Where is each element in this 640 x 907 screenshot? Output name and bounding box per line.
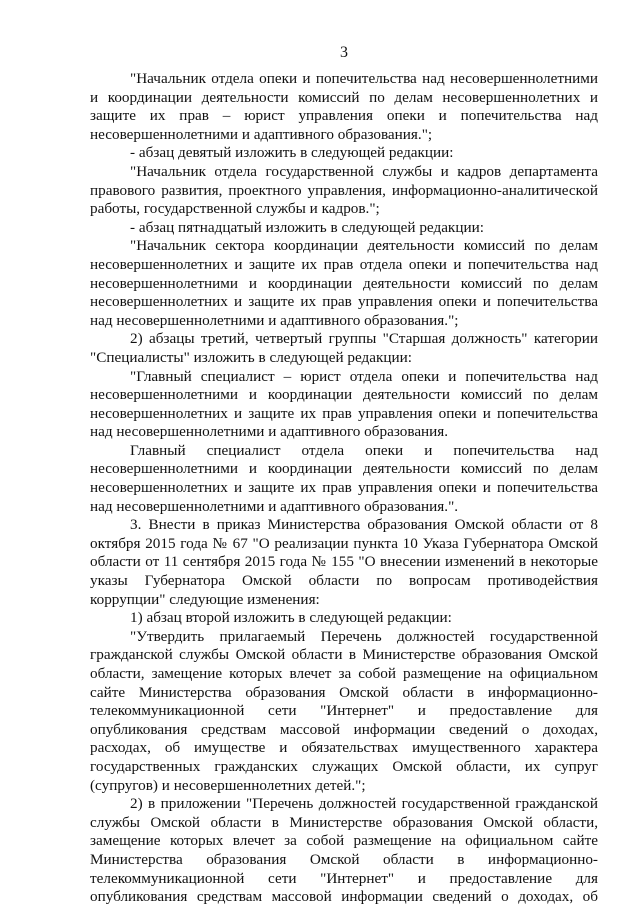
paragraph: "Начальник сектора координации деятельности комиссий по делам несовершеннолетних и защите их прав отдела опеки и попечительства над несовершеннолетними и координации деятельности комиссий по делам несовершеннолетних и защите их прав управления опеки и попечительства над несовершеннолетними и адаптивного образования."; [90, 237, 598, 329]
paragraph: "Начальник отдела опеки и попечительства над несовершеннолетними и координации деятельности комиссий по делам несовершеннолетних и защите их прав – юрист управления опеки и попечительства над несовершеннолетними и адаптивного образования."; [90, 70, 598, 143]
paragraph: - абзац девятый изложить в следующей редакции: [130, 144, 454, 162]
paragraph: "Утвердить прилагаемый Перечень должностей государственной гражданской службы Омской области в Министерстве образования Омской области, замещение которых влечет за собой размещение на официальном сайте Министерства образования Омской области в информационно-телекоммуникационной сети "Интернет" и предоставление для опубликования средствам массовой информации сведений о доходах, расходах, об имуществе и обязательствах имущественного характера государственных гражданских служащих Омской области, их супруг (супругов) и несовершеннолетних детей."; [90, 627, 598, 794]
paragraph: 3. Внести в приказ Министерства образования Омской области от 8 октября 2015 года № 67 "О реализации пункта 10 Указа Губернатора Омской области от 11 сентября 2015 года № 155 "О внесении изменений в некоторые указы Губернатора Омской области по вопросам противодействия коррупции" следующие изменения: [90, 516, 598, 608]
paragraph: "Главный специалист – юрист отдела опеки и попечительства над несовершеннолетними и координации деятельности комиссий по делам несовершеннолетних и защите их прав управления опеки и попечительства над несовершеннолетними и адаптивного образования. [90, 367, 598, 441]
page-number: 3 [340, 44, 348, 61]
paragraph: - абзац пятнадцатый изложить в следующей редакции: [130, 218, 484, 236]
paragraph: 1) абзац второй изложить в следующей редакции: [130, 609, 452, 627]
paragraph: 2) абзацы третий, четвертый группы "Старшая должность" категории "Специалисты" изложить в следующей редакции: [90, 330, 598, 366]
paragraph: 2) в приложении "Перечень должностей государственной гражданской службы Омской области в Министерстве образования Омской области, замещение которых влечет за собой размещение на официальном сайте Министерства образования Омской области в информационно-телекоммуникационной сети "Интернет" и предоставление для опубликования средствам массовой информации сведений о доходах, об [90, 795, 598, 906]
paragraph: Главный специалист отдела опеки и попечительства над несовершеннолетними и координации деятельности комиссий по делам несовершеннолетних и защите их прав управления опеки и попечительства над несовершеннолетними и адаптивного образования.". [90, 441, 598, 515]
paragraph: "Начальник отдела государственной службы и кадров департамента правового развития, проектного управления, информационно-аналитической работы, государственной службы и кадров."; [90, 162, 598, 218]
